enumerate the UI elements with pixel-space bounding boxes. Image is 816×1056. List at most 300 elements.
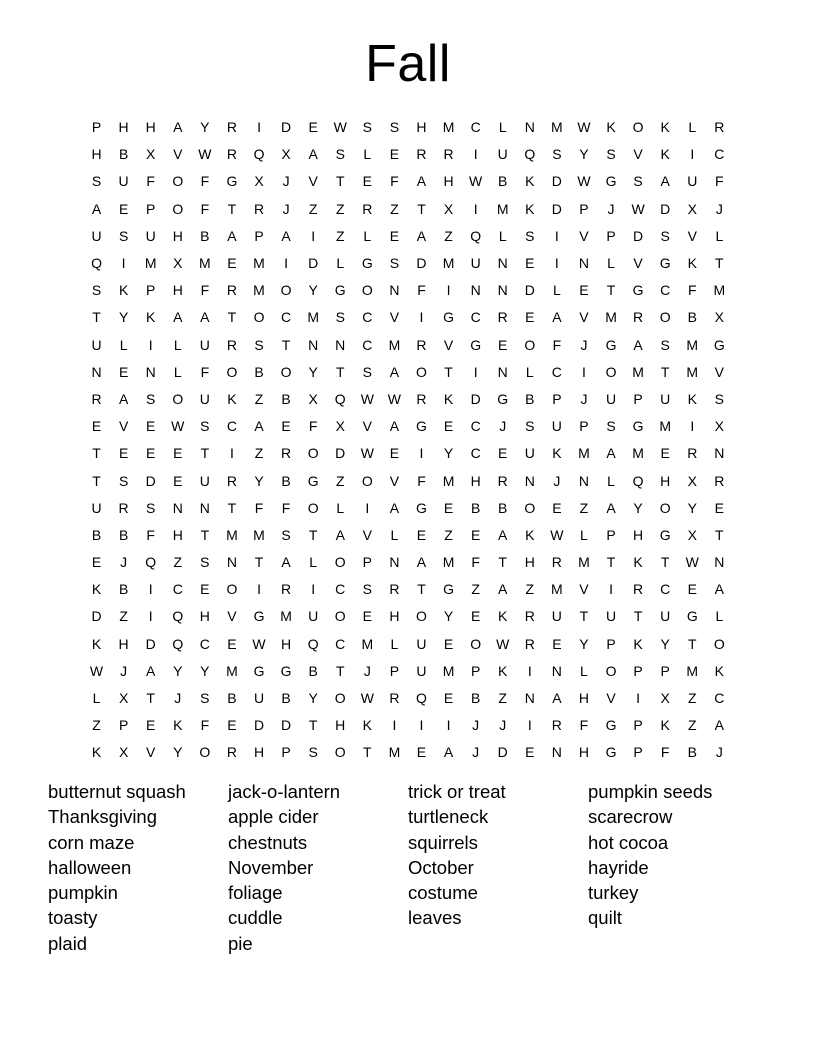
grid-letter: C: [714, 690, 725, 707]
grid-letter: K: [173, 717, 183, 734]
grid-letter: Z: [444, 526, 453, 543]
grid-letter: V: [579, 309, 589, 326]
grid-letter: S: [335, 309, 345, 326]
grid-letter: U: [118, 173, 129, 190]
word-list-item: halloween: [48, 856, 132, 878]
grid-letter: I: [554, 255, 559, 272]
grid-letter: S: [91, 282, 102, 299]
grid-letter: T: [715, 526, 724, 543]
grid-row: [83, 549, 733, 576]
grid-letter: K: [606, 119, 616, 136]
grid-letter: M: [442, 119, 455, 136]
grid-letter: R: [416, 336, 427, 353]
grid-letter: F: [308, 418, 318, 435]
grid-letter: E: [118, 363, 129, 380]
grid-letter: B: [281, 690, 291, 707]
grid-letter: L: [607, 255, 615, 272]
grid-letter: C: [470, 309, 481, 326]
grid-letter: Y: [579, 146, 589, 163]
grid-letter: T: [92, 472, 101, 489]
grid-letter: W: [360, 390, 374, 407]
grid-letter: I: [636, 690, 641, 707]
grid-letter: Z: [335, 227, 345, 244]
grid-letter: I: [392, 717, 397, 734]
grid-letter: L: [525, 363, 534, 380]
grid-letter: Z: [254, 445, 264, 462]
grid-letter: E: [525, 744, 535, 761]
grid-letter: L: [390, 526, 399, 543]
grid-letter: I: [148, 336, 153, 353]
grid-letter: E: [362, 173, 372, 190]
grid-letter: B: [687, 744, 697, 761]
letter-grid: [83, 114, 733, 767]
grid-letter: O: [632, 119, 644, 136]
grid-letter: B: [687, 309, 697, 326]
grid-letter: D: [145, 472, 156, 489]
grid-letter: E: [146, 445, 156, 462]
grid-letter: X: [660, 690, 670, 707]
grid-letter: R: [524, 608, 535, 625]
grid-letter: O: [659, 499, 671, 516]
grid-letter: Y: [118, 309, 129, 326]
grid-row: [83, 576, 733, 603]
grid-letter: R: [443, 146, 454, 163]
grid-letter: J: [607, 200, 615, 217]
grid-letter: T: [606, 282, 616, 299]
grid-letter: A: [552, 309, 562, 326]
grid-letter: K: [227, 390, 237, 407]
grid-letter: H: [416, 119, 427, 136]
grid-letter: T: [579, 608, 589, 625]
grid-letter: P: [254, 227, 264, 244]
grid-letter: Z: [254, 390, 264, 407]
grid-letter: N: [551, 744, 562, 761]
grid-letter: U: [660, 390, 671, 407]
grid-letter: B: [91, 526, 102, 543]
grid-letter: K: [362, 717, 372, 734]
grid-row: [83, 522, 733, 549]
grid-letter: H: [633, 526, 644, 543]
grid-letter: R: [714, 472, 725, 489]
grid-letter: U: [416, 662, 427, 679]
grid-letter: A: [416, 173, 427, 190]
grid-letter: T: [417, 581, 426, 598]
grid-letter: Y: [200, 119, 210, 136]
grid-letter: K: [687, 255, 697, 272]
word-list-item: pumpkin seeds: [588, 781, 713, 802]
grid-letter: U: [551, 418, 562, 435]
grid-letter: C: [660, 282, 671, 299]
grid-letter: N: [172, 499, 183, 516]
grid-letter: W: [360, 445, 374, 462]
grid-letter: Y: [633, 499, 643, 516]
grid-letter: U: [605, 390, 617, 407]
grid-letter: H: [118, 119, 129, 136]
grid-letter: E: [579, 282, 589, 299]
grid-letter: E: [362, 608, 372, 625]
grid-letter: G: [659, 526, 671, 543]
grid-letter: L: [580, 526, 588, 543]
grid-letter: A: [146, 662, 156, 679]
grid-letter: E: [389, 227, 400, 244]
grid-letter: E: [443, 690, 454, 707]
grid-letter: E: [146, 717, 156, 734]
grid-letter: M: [307, 309, 319, 326]
grid-letter: K: [91, 581, 102, 598]
grid-letter: E: [498, 445, 508, 462]
grid-letter: B: [118, 146, 129, 163]
grid-letter: I: [473, 200, 478, 217]
grid-letter: M: [442, 554, 455, 571]
grid-letter: Z: [390, 200, 399, 217]
grid-letter: Q: [91, 255, 102, 272]
grid-letter: E: [552, 635, 562, 652]
grid-letter: K: [633, 554, 643, 571]
grid-letter: C: [199, 635, 210, 652]
grid-letter: I: [121, 255, 126, 272]
grid-letter: O: [361, 472, 373, 489]
grid-letter: U: [199, 390, 210, 407]
grid-letter: N: [524, 690, 535, 707]
grid-letter: M: [388, 336, 401, 353]
grid-letter: D: [91, 608, 102, 625]
grid-letter: O: [172, 390, 184, 407]
grid-letter: H: [172, 526, 183, 543]
page-title: Fall: [365, 35, 451, 93]
grid-letter: M: [632, 445, 644, 462]
grid-letter: I: [365, 499, 370, 516]
grid-letter: V: [227, 608, 237, 625]
grid-letter: C: [172, 581, 183, 598]
grid-letter: M: [713, 282, 726, 299]
grid-letter: S: [281, 526, 291, 543]
grid-letter: G: [605, 336, 617, 353]
grid-letter: H: [470, 472, 481, 489]
grid-letter: I: [148, 608, 153, 625]
grid-letter: A: [389, 499, 400, 516]
grid-letter: V: [362, 526, 372, 543]
grid-letter: S: [606, 146, 616, 163]
grid-letter: H: [172, 227, 183, 244]
grid-letter: H: [578, 690, 589, 707]
grid-letter: L: [715, 227, 724, 244]
grid-letter: P: [281, 744, 291, 761]
grid-letter: T: [227, 499, 237, 516]
grid-letter: B: [498, 499, 508, 516]
grid-letter: Q: [334, 390, 346, 407]
grid-letter: L: [363, 227, 372, 244]
grid-letter: S: [362, 581, 372, 598]
grid-letter: I: [554, 227, 559, 244]
grid-row: [83, 332, 733, 359]
grid-letter: R: [687, 445, 698, 462]
grid-letter: S: [525, 227, 535, 244]
grid-letter: S: [335, 146, 345, 163]
grid-letter: G: [686, 608, 698, 625]
grid-letter: Z: [687, 690, 697, 707]
grid-letter: A: [281, 227, 291, 244]
grid-letter: E: [416, 744, 427, 761]
grid-letter: N: [497, 255, 508, 272]
grid-letter: T: [335, 173, 345, 190]
grid-letter: C: [335, 581, 346, 598]
grid-letter: E: [470, 608, 481, 625]
grid-letter: C: [362, 309, 373, 326]
grid-letter: Z: [498, 690, 507, 707]
grid-letter: L: [498, 119, 507, 136]
grid-letter: E: [146, 418, 156, 435]
grid-letter: P: [633, 390, 643, 407]
grid-letter: J: [715, 744, 723, 761]
grid-letter: V: [173, 146, 183, 163]
grid-letter: C: [660, 581, 671, 598]
grid-letter: A: [389, 418, 400, 435]
grid-letter: O: [334, 608, 346, 625]
grid-letter: A: [714, 581, 724, 598]
grid-letter: J: [363, 662, 371, 679]
grid-letter: V: [606, 690, 616, 707]
grid-letter: C: [281, 309, 292, 326]
grid-letter: Q: [416, 690, 427, 707]
grid-letter: B: [118, 581, 129, 598]
grid-letter: D: [253, 717, 265, 734]
grid-letter: L: [715, 608, 724, 625]
grid-letter: K: [552, 445, 562, 462]
grid-letter: L: [363, 146, 372, 163]
grid-letter: J: [120, 554, 128, 571]
grid-letter: K: [91, 635, 102, 652]
grid-letter: M: [226, 526, 238, 543]
grid-row: [83, 250, 733, 277]
grid-letter: A: [200, 309, 210, 326]
grid-letter: E: [227, 635, 237, 652]
grid-letter: R: [416, 146, 427, 163]
grid-letter: N: [497, 363, 508, 380]
grid-letter: B: [200, 227, 210, 244]
grid-letter: D: [497, 744, 508, 761]
grid-letter: A: [633, 336, 643, 353]
grid-letter: I: [582, 363, 586, 380]
grid-letter: T: [633, 608, 643, 625]
grid-letter: Z: [471, 581, 480, 598]
grid-letter: S: [254, 336, 264, 353]
grid-row: [83, 631, 733, 658]
grid-letter: X: [714, 418, 724, 435]
grid-letter: E: [714, 499, 724, 516]
grid-letter: S: [362, 119, 372, 136]
grid-row: [83, 467, 733, 494]
grid-letter: P: [91, 119, 102, 136]
grid-letter: I: [419, 445, 424, 462]
grid-letter: Z: [335, 200, 345, 217]
grid-letter: J: [174, 690, 182, 707]
grid-letter: O: [172, 200, 184, 217]
grid-letter: N: [145, 363, 156, 380]
grid-letter: E: [525, 255, 535, 272]
grid-letter: B: [281, 390, 291, 407]
grid-letter: D: [470, 390, 481, 407]
grid-letter: Y: [660, 635, 670, 652]
grid-letter: Y: [308, 282, 318, 299]
grid-letter: F: [390, 173, 399, 190]
grid-letter: I: [690, 146, 695, 163]
grid-letter: J: [472, 717, 480, 734]
grid-letter: Z: [92, 717, 101, 734]
grid-letter: A: [552, 690, 562, 707]
grid-letter: B: [227, 690, 237, 707]
word-list-item: leaves: [408, 907, 462, 929]
grid-letter: M: [253, 282, 265, 299]
grid-letter: M: [442, 662, 455, 679]
grid-letter: O: [524, 499, 536, 516]
grid-letter: V: [146, 744, 156, 761]
grid-letter: E: [91, 418, 102, 435]
grid-letter: R: [226, 472, 237, 489]
grid-letter: T: [308, 717, 318, 734]
grid-letter: M: [605, 309, 617, 326]
grid-letter: U: [253, 690, 265, 707]
grid-letter: M: [388, 744, 401, 761]
grid-letter: L: [173, 363, 182, 380]
grid-letter: K: [498, 662, 508, 679]
grid-letter: X: [281, 146, 291, 163]
grid-letter: J: [580, 336, 588, 353]
grid-letter: P: [579, 418, 589, 435]
grid-letter: T: [92, 445, 101, 462]
grid-letter: M: [632, 363, 644, 380]
grid-letter: Y: [200, 662, 210, 679]
grid-letter: R: [389, 690, 400, 707]
grid-letter: F: [146, 526, 155, 543]
grid-row: [83, 304, 733, 331]
grid-letter: U: [660, 608, 671, 625]
grid-letter: B: [118, 526, 129, 543]
word-list-item: plaid: [48, 932, 88, 954]
grid-letter: C: [226, 418, 237, 435]
grid-letter: D: [416, 255, 427, 272]
grid-letter: H: [199, 608, 210, 625]
grid-row: [83, 495, 733, 522]
grid-letter: Z: [579, 499, 589, 516]
grid-letter: U: [551, 608, 562, 625]
grid-letter: T: [444, 363, 453, 380]
grid-row: [83, 440, 733, 467]
grid-letter: B: [308, 662, 318, 679]
grid-letter: U: [497, 146, 508, 163]
grid-letter: S: [389, 119, 400, 136]
grid-letter: M: [551, 119, 563, 136]
grid-letter: C: [470, 445, 481, 462]
grid-letter: C: [470, 119, 481, 136]
grid-letter: A: [173, 119, 183, 136]
grid-letter: S: [200, 690, 210, 707]
grid-letter: G: [605, 173, 617, 190]
grid-letter: Y: [443, 445, 454, 462]
grid-letter: P: [362, 554, 372, 571]
grid-letter: J: [472, 744, 480, 761]
grid-letter: K: [525, 173, 535, 190]
grid-letter: H: [253, 744, 265, 761]
grid-letter: K: [91, 744, 102, 761]
grid-letter: G: [307, 472, 319, 489]
grid-letter: N: [389, 282, 400, 299]
grid-letter: K: [660, 119, 670, 136]
grid-letter: A: [335, 526, 345, 543]
grid-letter: K: [660, 717, 670, 734]
grid-letter: G: [416, 499, 427, 516]
word-list-item: hot cocoa: [588, 831, 669, 853]
grid-letter: A: [91, 200, 102, 217]
grid-letter: I: [284, 255, 289, 272]
grid-letter: F: [417, 472, 426, 489]
grid-letter: E: [443, 499, 454, 516]
grid-letter: E: [173, 472, 183, 489]
grid-letter: S: [552, 146, 562, 163]
grid-letter: G: [605, 744, 617, 761]
grid-letter: O: [470, 635, 482, 652]
grid-letter: N: [524, 119, 535, 136]
grid-letter: A: [308, 146, 318, 163]
grid-letter: A: [498, 526, 508, 543]
grid-letter: R: [714, 119, 725, 136]
grid-letter: O: [172, 173, 184, 190]
grid-letter: J: [715, 200, 723, 217]
grid-letter: J: [499, 717, 507, 734]
grid-letter: T: [254, 554, 264, 571]
word-list-item: pumpkin: [48, 882, 118, 904]
grid-letter: D: [335, 445, 346, 462]
grid-letter: U: [687, 173, 698, 190]
grid-letter: G: [334, 282, 346, 299]
grid-letter: P: [579, 200, 589, 217]
grid-letter: V: [362, 418, 372, 435]
grid-letter: W: [631, 200, 645, 217]
grid-letter: D: [145, 635, 156, 652]
grid-letter: F: [254, 499, 264, 516]
grid-letter: T: [227, 309, 237, 326]
grid-row: [83, 168, 733, 195]
grid-letter: U: [145, 227, 156, 244]
grid-letter: J: [580, 390, 588, 407]
grid-letter: O: [199, 744, 211, 761]
grid-letter: E: [389, 146, 400, 163]
grid-letter: H: [172, 282, 183, 299]
grid-letter: P: [118, 717, 129, 734]
grid-letter: S: [389, 255, 400, 272]
grid-letter: F: [281, 499, 291, 516]
grid-letter: E: [227, 717, 237, 734]
grid-letter: T: [687, 635, 697, 652]
word-list-item: apple cider: [228, 806, 319, 828]
grid-letter: W: [496, 635, 510, 652]
grid-letter: W: [387, 390, 401, 407]
word-list-item: jack-o-lantern: [228, 781, 341, 802]
grid-letter: I: [311, 581, 316, 598]
grid-letter: X: [714, 309, 724, 326]
grid-letter: I: [148, 581, 153, 598]
grid-letter: X: [687, 526, 697, 543]
grid-letter: Q: [145, 554, 157, 571]
grid-letter: N: [308, 336, 319, 353]
grid-letter: K: [525, 200, 535, 217]
grid-letter: Q: [524, 146, 536, 163]
grid-letter: R: [551, 717, 562, 734]
grid-letter: R: [281, 445, 292, 462]
grid-letter: O: [226, 363, 238, 380]
grid-letter: F: [200, 200, 210, 217]
grid-letter: N: [335, 336, 346, 353]
grid-row: [83, 739, 733, 766]
